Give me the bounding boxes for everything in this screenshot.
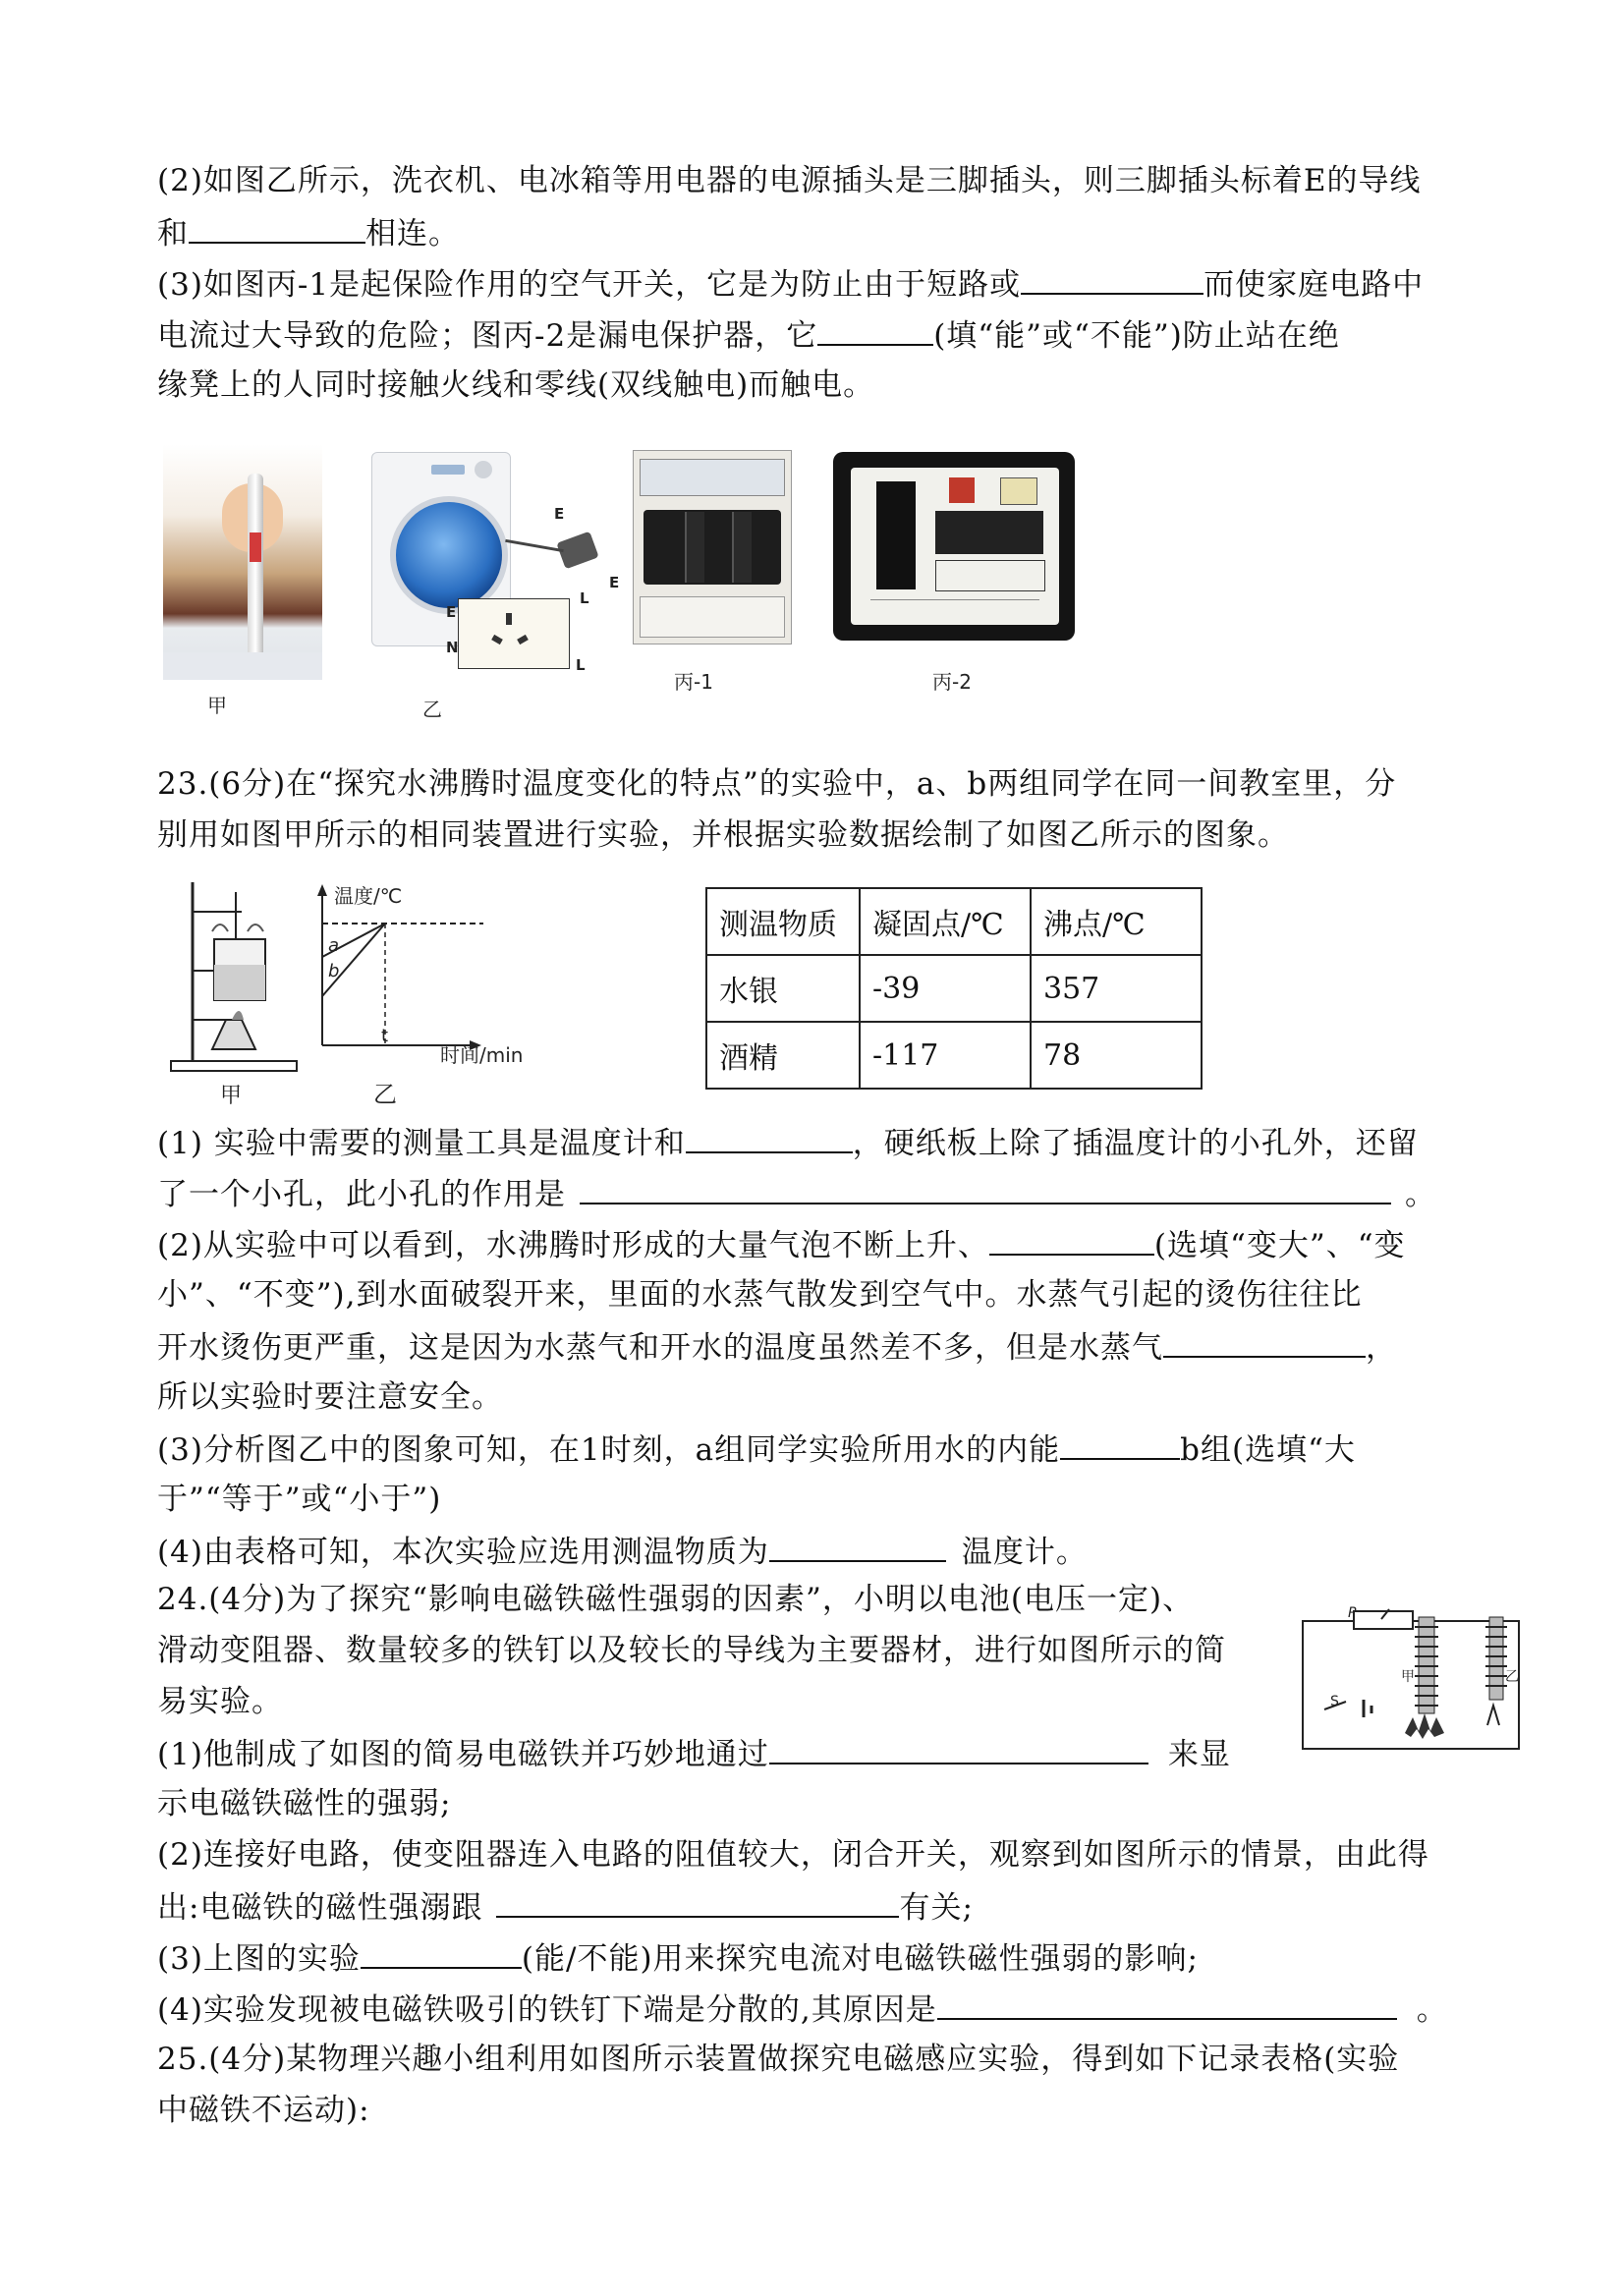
answer-blank-bubble[interactable] xyxy=(989,1224,1154,1256)
q23-part4-text: (4)由表格可知，本次实验应选用测温物质为 xyxy=(157,1535,769,1570)
q23-part1-text-end: ，硬纸板上除了插温度计的小孔外，还留 xyxy=(852,1126,1419,1161)
fig-label-jia: 甲 xyxy=(1401,1669,1415,1685)
graph-ylabel: 温度/℃ xyxy=(334,884,403,908)
q23-intro-line1: 23.(6分)在“探究水沸腾时温度变化的特点”的实验中，a、b两组同学在同一间教室里，分 xyxy=(157,766,1397,802)
switch-lever-icon xyxy=(644,510,781,585)
caption-bing-2: 丙-2 xyxy=(932,670,972,694)
table-header: 沸点/℃ xyxy=(1031,888,1202,955)
fig-label-yi: 乙 xyxy=(1505,1669,1519,1685)
answer-blank-tool[interactable] xyxy=(686,1122,853,1153)
q23-part2-line2: 小”、“不变”),到水面破裂开来，里面的水蒸气散发到空气中。水蒸气引起的烫伤往往比 xyxy=(157,1277,1363,1313)
table-cell: 水银 xyxy=(706,955,860,1022)
leakage-protector-photo xyxy=(833,452,1075,641)
socket-label-e: E xyxy=(446,603,457,621)
q23-part1-text: (1) 实验中需要的测量工具是温度计和 xyxy=(157,1126,686,1161)
q24-part4-text: (4)实验发现被电磁铁吸引的铁钉下端是分散的,其原因是 xyxy=(157,1992,937,2028)
fig-label-s: S xyxy=(1330,1694,1339,1709)
table-cell: 357 xyxy=(1031,955,1202,1022)
caption-jia: 甲 xyxy=(207,694,227,717)
air-switch-photo xyxy=(633,450,792,644)
graph-caption-yi: 乙 xyxy=(373,1081,397,1108)
graph-xlabel: 时间/min xyxy=(440,1043,524,1067)
graph-caption-jia: 甲 xyxy=(220,1084,243,1108)
q24-part1-line1 xyxy=(157,1733,1231,1774)
q24-part1-text: (1)他制成了如图的简易电磁铁并巧妙地通过 xyxy=(157,1737,769,1772)
q22-part3-line3: 缘凳上的人同时接触火线和零线(双线触电)而触电。 xyxy=(157,367,875,403)
boiling-apparatus-figure xyxy=(163,872,310,1079)
answer-blank-reason[interactable] xyxy=(937,1988,1397,2020)
table-cell: 78 xyxy=(1031,1022,1202,1089)
q23-part3-line2: 于”“等于”或“小于”) xyxy=(157,1482,442,1517)
q23-part4-line xyxy=(157,1531,1088,1572)
q24-part1-line2: 示电磁铁磁性的强弱; xyxy=(157,1786,452,1821)
q23-part4-text-end: 温度计。 xyxy=(961,1535,1088,1570)
q24-part2-text: 出:电磁铁的磁性强溺跟 xyxy=(157,1890,483,1926)
plug-label-e2: E xyxy=(609,574,620,591)
table-header: 测温物质 xyxy=(706,888,860,955)
table-header: 凝固点/℃ xyxy=(860,888,1031,955)
caption-yi: 乙 xyxy=(422,698,442,721)
table-cell: 酒精 xyxy=(706,1022,860,1089)
fig-label-p: P xyxy=(1348,1605,1357,1621)
q22-part2-text-end: 相连。 xyxy=(365,216,460,252)
q22-part3-text2-end: (填“能”或“不能”)防止站在绝 xyxy=(933,318,1340,354)
q23-part1-text2-end: 。 xyxy=(1405,1177,1436,1212)
socket-label-l: L xyxy=(576,656,586,674)
q22-part3-text: (3)如图丙-1是起保险作用的空气开关，它是为防止由于短路或 xyxy=(157,267,1022,303)
test-pen-photo xyxy=(163,444,322,680)
table-cell: -39 xyxy=(860,955,1031,1022)
q24-part3-line xyxy=(157,1937,1199,1979)
answer-blank-substance[interactable] xyxy=(769,1531,946,1562)
q22-part2-text: 和 xyxy=(157,216,189,252)
q22-part3-text-end: 而使家庭电路中 xyxy=(1203,267,1425,303)
answer-blank-hole-purpose[interactable] xyxy=(580,1173,1391,1204)
q23-part3-line1 xyxy=(157,1428,1356,1470)
socket-label-n: N xyxy=(446,639,459,656)
plug-label-e: E xyxy=(554,505,565,523)
table-cell: -117 xyxy=(860,1022,1031,1089)
q24-part4-text-end: 。 xyxy=(1416,1992,1448,2028)
q23-part2-text-end: (选填“变大”、“变 xyxy=(1153,1228,1406,1263)
thermometer-table xyxy=(705,887,1203,1090)
answer-blank-can-or-not[interactable] xyxy=(361,1937,522,1969)
answer-blank-nails[interactable] xyxy=(769,1733,1148,1764)
table-row xyxy=(706,955,1202,1022)
q23-part3-text: (3)分析图乙中的图象可知，在1时刻，a组同学实验所用水的内能 xyxy=(157,1432,1061,1468)
q24-part1-text-end: 来显 xyxy=(1167,1737,1231,1772)
table-header-row xyxy=(706,888,1202,955)
q24-part2-line2 xyxy=(157,1886,974,1928)
q22-part3-line1 xyxy=(157,263,1424,305)
q24-part4-line xyxy=(157,1988,1448,2030)
q24-part2-line1: (2)连接好电路，使变阻器连入电路的阻值较大，闭合开关，观察到如图所示的情景，由此得 xyxy=(157,1837,1429,1873)
answer-blank-internal-energy[interactable] xyxy=(1060,1428,1180,1460)
answer-blank-short-circuit[interactable] xyxy=(1021,263,1203,295)
q23-part2-text3-end: ， xyxy=(1366,1330,1397,1366)
answer-blank-coils[interactable] xyxy=(496,1886,899,1918)
socket-icon xyxy=(458,598,570,669)
q24-intro-line1: 24.(4分)为了探究“影响电磁铁磁性强弱的因素”，小明以电池(电压一定)、 xyxy=(157,1582,1195,1617)
graph-label-a: a xyxy=(328,935,340,956)
q24-intro-line3: 易实验。 xyxy=(157,1684,283,1719)
q23-part2-text: (2)从实验中可以看到，水沸腾时形成的大量气泡不断上升、 xyxy=(157,1228,989,1263)
q23-part2-line4: 所以实验时要注意安全。 xyxy=(157,1379,503,1415)
answer-blank-steam[interactable] xyxy=(1163,1326,1366,1358)
q25-intro-line2: 中磁铁不运动): xyxy=(157,2093,370,2128)
q23-part2-text3: 开水烫伤更严重，这是因为水蒸气和开水的温度虽然差不多，但是水蒸气 xyxy=(157,1330,1163,1366)
q24-part3-text-end: (能/不能)用来探究电流对电磁铁磁性强弱的影响; xyxy=(521,1941,1199,1977)
caption-bing-1: 丙-1 xyxy=(674,670,713,694)
q23-part3-text-end: b组(选填“大 xyxy=(1180,1432,1356,1468)
q25-intro-line1: 25.(4分)某物理兴趣小组利用如图所示装置做探究电磁感应实验，得到如下记录表格(实验 xyxy=(157,2042,1400,2077)
washing-machine-figure xyxy=(367,446,625,682)
graph-label-b: b xyxy=(328,961,340,981)
rheostat-icon xyxy=(1354,1611,1413,1629)
q24-part2-text-end: 有关; xyxy=(899,1890,974,1926)
nails-cluster-icon xyxy=(1405,1713,1444,1739)
q23-part1-line2 xyxy=(157,1173,1436,1214)
q23-part2-line1 xyxy=(157,1224,1406,1265)
q23-part1-text2: 了一个小孔，此小孔的作用是 xyxy=(157,1177,566,1212)
plug-label-l: L xyxy=(580,589,589,607)
q24-intro-line2: 滑动变阻器、数量较多的铁钉以及较长的导线为主要器材，进行如图所示的简 xyxy=(157,1633,1226,1668)
q22-part2-line2 xyxy=(157,212,460,253)
q24-part3-text: (3)上图的实验 xyxy=(157,1941,361,1977)
table-row xyxy=(706,1022,1202,1089)
answer-blank-leakage[interactable] xyxy=(817,314,933,346)
q23-part1-line1 xyxy=(157,1122,1419,1163)
graph-label-t: t xyxy=(381,1026,389,1046)
q22-part2-line1: (2)如图乙所示，洗衣机、电冰箱等用电器的电源插头是三脚插头，则三脚插头标着E的导线 xyxy=(157,163,1422,198)
q23-part2-line3 xyxy=(157,1326,1397,1368)
q22-part3-text2: 电流过大导致的危险；图丙-2是漏电保护器，它 xyxy=(157,318,818,354)
q22-part3-line2 xyxy=(157,314,1340,356)
q23-intro-line2: 别用如图甲所示的相同装置进行实验，并根据实验数据绘制了如图乙所示的图象。 xyxy=(157,817,1289,853)
answer-blank-e-wire[interactable] xyxy=(189,212,365,244)
